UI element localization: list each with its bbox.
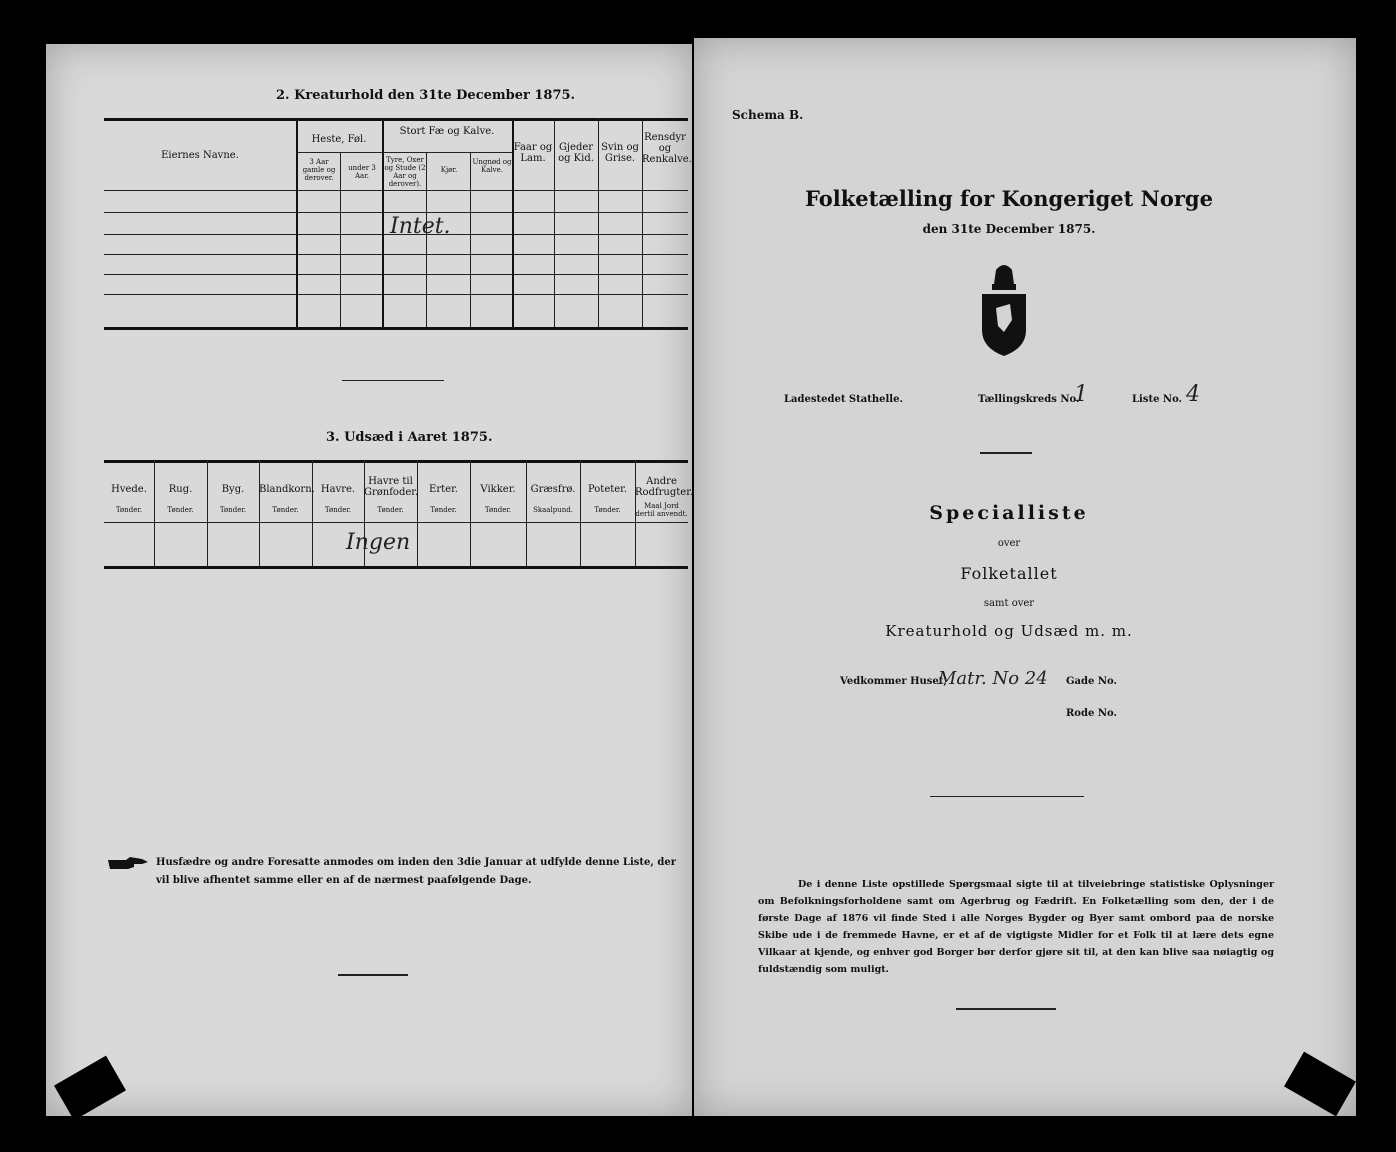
col-andre-rodfrugter: Andre Rodfrugter. [635, 476, 694, 498]
col-hvede-unit: Tønder. [115, 506, 143, 514]
rode-label: Rode No. [1066, 708, 1117, 719]
liste-value: 4 [1186, 382, 1200, 407]
col-poteter: Poteter. [587, 484, 628, 495]
folketallet-heading: Folketallet [960, 564, 1058, 583]
specialliste-heading: Specialliste [929, 502, 1089, 524]
col-graesfro-unit: Skaalpund. [533, 506, 573, 514]
col-havre: Havre. [320, 484, 356, 495]
over-text: over [997, 538, 1021, 549]
pointing-hand-icon [106, 854, 150, 872]
bottom-divider [338, 974, 408, 976]
col-poteter-unit: Tønder. [594, 506, 621, 514]
vedkommer-value: Matr. No 24 [938, 668, 1048, 689]
col-blandkorn-unit: Tønder. [272, 506, 299, 514]
bottom-divider [956, 1008, 1056, 1010]
col-rug-unit: Tønder. [167, 506, 194, 514]
col-eiernes-navne: Eiernes Navne. [161, 150, 239, 161]
gade-label: Gade No. [1066, 676, 1117, 687]
col-andre-rodfrugter-unit: Maal Jord dertil anvendt. [635, 502, 688, 518]
divider [342, 380, 444, 381]
col-vikker: Vikker. [480, 484, 516, 495]
ladested-label: Ladestedet Stathelle. [784, 394, 903, 405]
col-erter: Erter. [429, 484, 458, 495]
samt-over-text: samt over [983, 598, 1035, 609]
section3-title: 3. Udsæd i Aaret 1875. [326, 430, 493, 445]
col-havre-unit: Tønder. [324, 506, 352, 514]
col-tyre-oxer: Tyre, Oxer og Stude (2 Aar og derover). [384, 156, 426, 188]
schema-label: Schema B. [732, 108, 804, 122]
vedkommer-label: Vedkommer Huset, [840, 676, 947, 687]
kreaturhold-heading: Kreaturhold og Udsæd m. m. [885, 622, 1133, 640]
col-havre-gronfoder: Havre til Grønfoder. [364, 476, 419, 498]
col-blandkorn: Blandkorn. [259, 484, 315, 495]
kreds-label: Tællingskreds No. [978, 394, 1080, 405]
col-graesfro: Græsfrø. [530, 484, 576, 495]
handwriting-ingen: Ingen [346, 530, 411, 555]
census-date: den 31te December 1875. [922, 222, 1096, 236]
col-vikker-unit: Tønder. [484, 506, 512, 514]
col-stort-fae: Stort Fæ og Kalve. [399, 126, 495, 137]
divider [980, 452, 1032, 454]
col-hvede: Hvede. [111, 484, 147, 495]
col-heste: Heste, Føl. [311, 134, 367, 145]
kreds-value: 1 [1074, 382, 1088, 407]
divider [930, 796, 1084, 797]
col-heste-under3: under 3 Aar. [348, 164, 376, 180]
col-havre-gronfoder-unit: Tønder. [377, 506, 404, 514]
col-svin: Svin og Grise. [601, 142, 639, 164]
coat-of-arms-icon [976, 260, 1032, 358]
col-byg: Byg. [221, 484, 245, 495]
liste-label: Liste No. [1132, 394, 1183, 405]
left-page [46, 44, 692, 1116]
col-ungnod: Ungnød og Kalve. [472, 158, 512, 174]
main-title: Folketælling for Kongeriget Norge [805, 186, 1213, 211]
notice-text: Husfædre og andre Foresatte anmodes om inden den 3die Januar at udfylde denne Liste, der vil blive afhentet samme eller en af de nærmest paafølgende Dage. [156, 857, 676, 886]
handwriting-intet: Intet. [390, 214, 451, 239]
col-rensdyr: Rensdyr og Renkalve. [642, 132, 692, 165]
col-heste-3aar: 3 Aar gamle og derover. [302, 158, 336, 182]
col-faar: Faar og Lam. [513, 142, 553, 164]
footer-text: De i denne Liste opstillede Spørgsmaal sigte til at tilveiebringe statistiske Oplysninger om Befolkningsforholdene samt om Agerbrug og Fædrift. En Folketælling som den, der i de første Dage af 1876 vil finde Sted i alle Norges Bygder og Byer samt ombord paa de norske Skibe ude i de fremmede Havne, er et af de vigtigste Midler for et Folk til at lære dets egne Vilkaar at kjende, og enhver god Borger bør derfor gjøre sit til, at den kan blive saa nøiagtig og fuldstændig som muligt. [758, 879, 1274, 975]
col-gjeder: Gjeder og Kid. [558, 142, 594, 164]
section2-title: 2. Kreaturhold den 31te December 1875. [276, 88, 576, 103]
right-page [694, 38, 1356, 1116]
col-rug: Rug. [168, 484, 193, 495]
col-kjor: Kjør. [440, 166, 458, 174]
col-byg-unit: Tønder. [219, 506, 247, 514]
col-erter-unit: Tønder. [430, 506, 457, 514]
